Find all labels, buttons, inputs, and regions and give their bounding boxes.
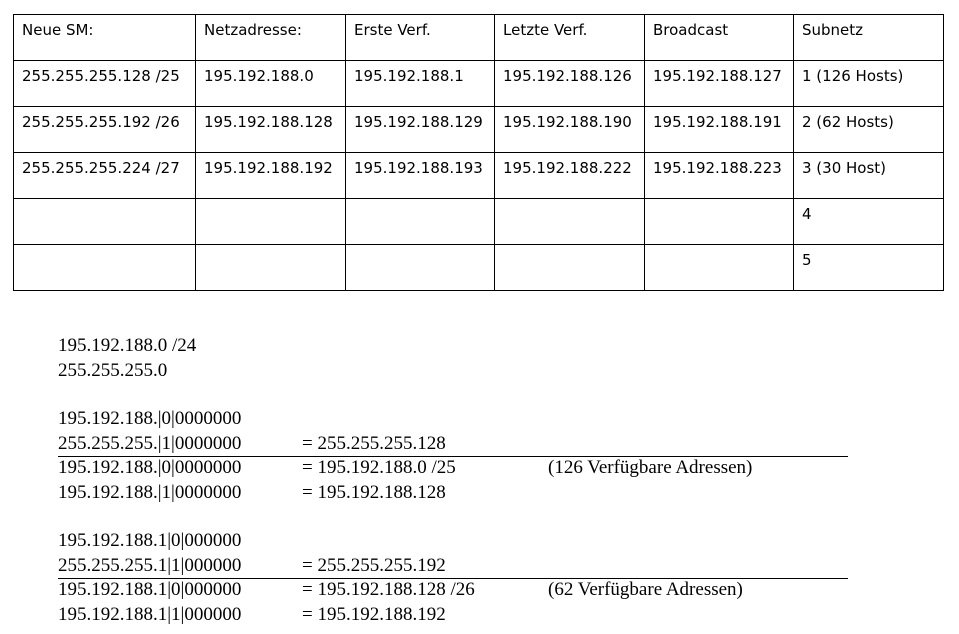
step1-subnet0-binary: 195.192.188.|0|0000000 (58, 457, 242, 478)
table-cell (346, 245, 495, 291)
table-cell: 195.192.188.0 (196, 61, 346, 107)
table-cell: 195.192.188.192 (196, 153, 346, 199)
table-cell (645, 199, 794, 245)
calc-line (58, 578, 848, 603)
step1-subnet1-result: = 195.192.188.128 (302, 481, 446, 503)
header-neue-sm: Neue SM: (14, 15, 196, 61)
table-cell: 195.192.188.193 (346, 153, 495, 199)
table-cell: 195.192.188.223 (645, 153, 794, 199)
step1-subnet0-result: = 195.192.188.0 /25 (302, 457, 456, 478)
table-cell: 255.255.255.224 /27 (14, 153, 196, 199)
network-address: 195.192.188.0 /24 (58, 335, 197, 356)
table-cell: 255.255.255.192 /26 (14, 107, 196, 153)
table-row (14, 153, 944, 199)
header-letzte-verf: Letzte Verf. (495, 15, 645, 61)
step1-mask-result: = 255.255.255.128 (302, 432, 446, 454)
table-cell (645, 245, 794, 291)
table-cell: 195.192.188.222 (495, 153, 645, 199)
table-row (14, 199, 944, 245)
calc-line (58, 456, 848, 481)
table-cell: 195.192.188.1 (346, 61, 495, 107)
table-cell: 195.192.188.190 (495, 107, 645, 153)
calc-line (58, 432, 848, 457)
step2-subnet0-binary: 195.192.188.1|0|000000 (58, 579, 242, 600)
table-cell: 195.192.188.127 (645, 61, 794, 107)
table-cell (14, 199, 196, 245)
header-netzadresse: Netzadresse: (196, 15, 346, 61)
calc-line (58, 407, 848, 432)
subnet-table (13, 14, 944, 291)
table-header-row (14, 15, 944, 61)
calc-line (58, 481, 848, 506)
step2-subnet0-result: = 195.192.188.128 /26 (302, 579, 475, 600)
spacer (58, 383, 848, 407)
table-cell: 195.192.188.129 (346, 107, 495, 153)
table-row (14, 107, 944, 153)
calc-line (58, 334, 848, 359)
header-broadcast: Broadcast (645, 15, 794, 61)
table-cell (495, 199, 645, 245)
calc-line (58, 603, 848, 628)
header-subnetz: Subnetz (794, 15, 944, 61)
header-erste-verf: Erste Verf. (346, 15, 495, 61)
calc-line (58, 359, 848, 384)
table-row (14, 245, 944, 291)
table-cell: 195.192.188.126 (495, 61, 645, 107)
step2-mask-result: = 255.255.255.192 (302, 554, 446, 576)
table-cell (196, 245, 346, 291)
step2-subnet1-result: = 195.192.188.192 (302, 603, 446, 625)
calc-line (58, 554, 848, 579)
step1-subnet1-binary: 195.192.188.|1|0000000 (58, 481, 242, 503)
table-cell: 195.192.188.128 (196, 107, 346, 153)
table-cell (14, 245, 196, 291)
step2-subnet0-note: (62 Verfügbare Adressen) (548, 579, 743, 600)
step2-subnet1-binary: 195.192.188.1|1|000000 (58, 603, 242, 625)
table-cell: 2 (62 Hosts) (794, 107, 944, 153)
table-cell: 195.192.188.191 (645, 107, 794, 153)
table-cell: 4 (794, 199, 944, 245)
table-cell: 3 (30 Host) (794, 153, 944, 199)
table-cell (196, 199, 346, 245)
table-cell: 255.255.255.128 /25 (14, 61, 196, 107)
subnet-calculation (58, 334, 848, 627)
table-cell: 1 (126 Hosts) (794, 61, 944, 107)
table-cell: 5 (794, 245, 944, 291)
table-cell (346, 199, 495, 245)
table-row (14, 61, 944, 107)
step1-mask-binary: 255.255.255.|1|0000000 (58, 432, 242, 454)
step1-ip-binary: 195.192.188.|0|0000000 (58, 408, 242, 429)
step2-mask-binary: 255.255.255.1|1|000000 (58, 554, 242, 576)
step2-ip-binary: 195.192.188.1|0|000000 (58, 530, 242, 551)
table-cell (495, 245, 645, 291)
step1-subnet0-note: (126 Verfügbare Adressen) (548, 457, 753, 478)
network-mask: 255.255.255.0 (58, 359, 168, 381)
spacer (58, 505, 848, 529)
calc-line (58, 529, 848, 554)
